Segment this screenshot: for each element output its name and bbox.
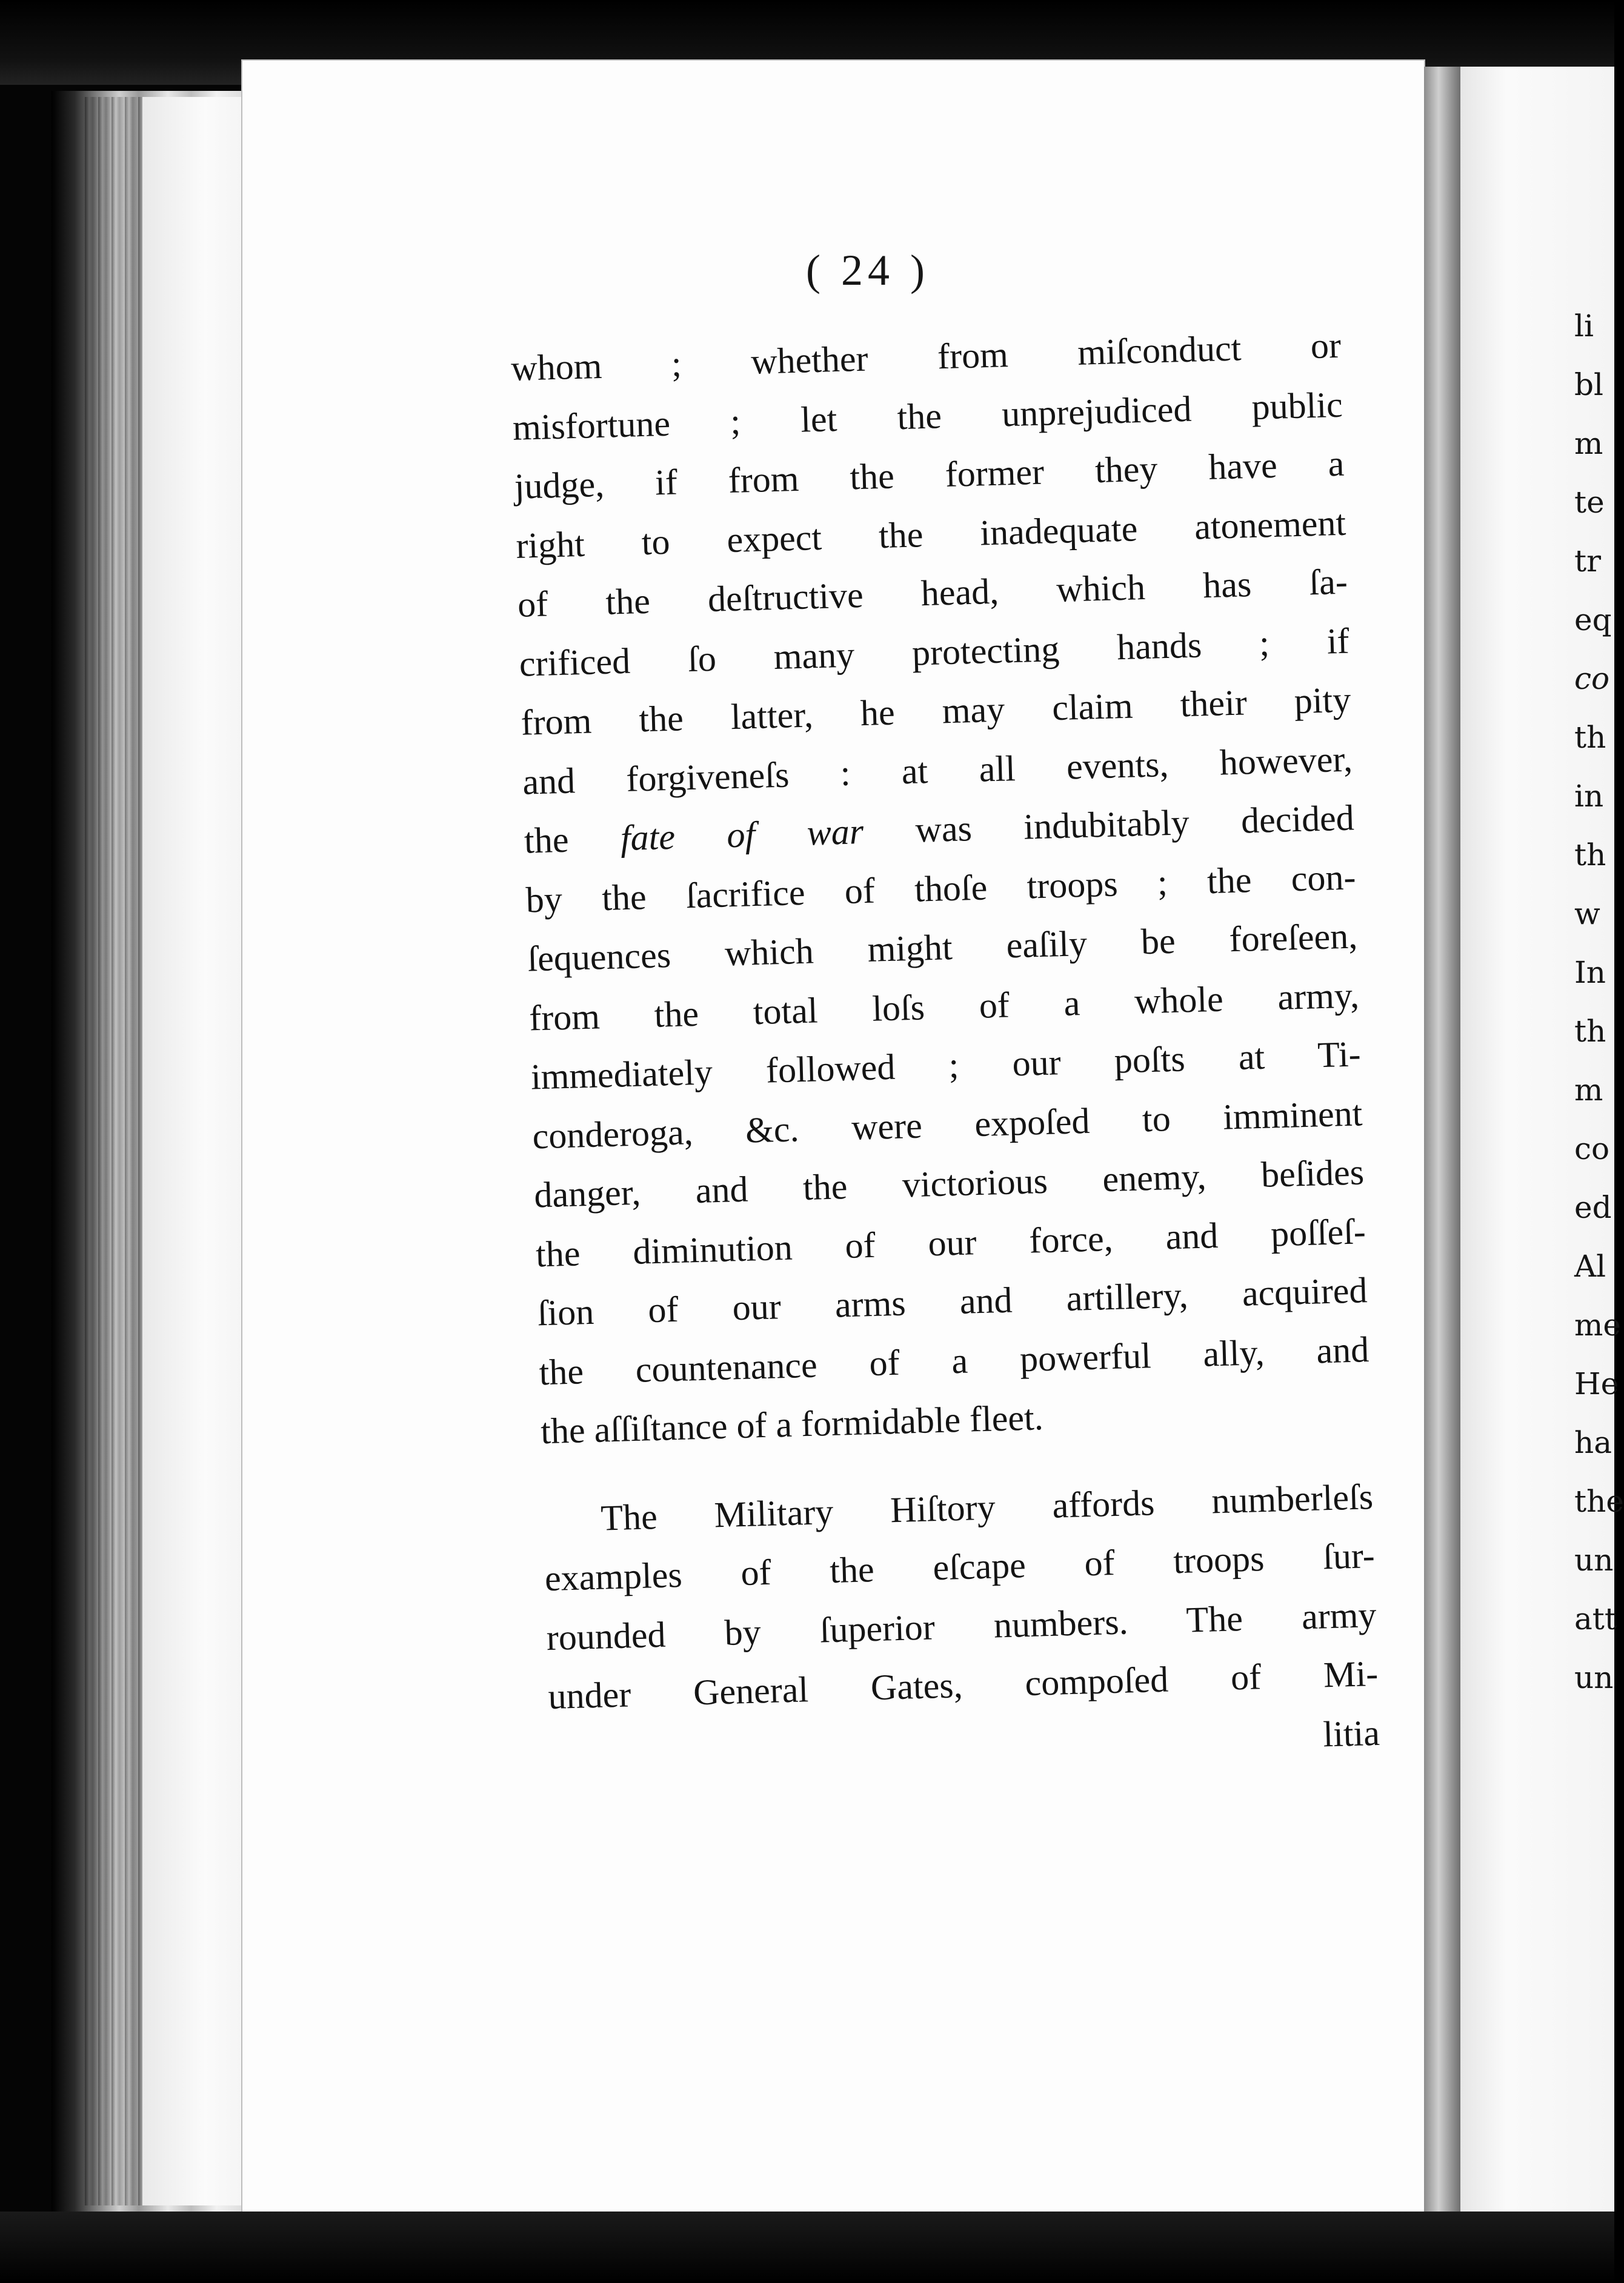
text-line: by the ſacrifice of thoſe troops ; the con- [525,856,1357,920]
text-line: misfortune ; let the unprejudiced public [512,384,1343,448]
facing-fragment: tr [1574,543,1601,579]
body-text [510,316,1380,1786]
facing-fragment: un [1574,1660,1614,1695]
line-prefix: the [524,819,570,861]
text-line: of the deſtructive head, which has ſa- [517,561,1348,625]
text-line: The Military Hiſtory affords numberleſs [600,1476,1374,1538]
facing-fragment: In [1574,955,1606,990]
text-line: from the total loſs of a whole army, [528,974,1360,1038]
facing-fragment: m [1574,426,1603,461]
text-line: crificed ſo many protecting hands ; if [519,620,1350,684]
italic-phrase: fate of war [620,811,864,859]
text-line: judge, if from the former they have a [513,443,1345,507]
text-line: immediately followed ; our poſts at Ti- [530,1034,1362,1097]
facing-fragment: li [1574,308,1594,344]
text-line: the countenance of a powerful ally, and [538,1329,1370,1392]
text-line: conderoga, &c. were expoſed to imminent [531,1092,1363,1156]
text-line: and forgiveneſs : at all events, however, [522,738,1353,802]
facing-fragment: me [1574,1308,1622,1343]
facing-fragment: in [1574,779,1604,814]
facing-fragment: eq [1574,602,1612,637]
text-line: ſequences which might eaſily be foreſeen, [527,916,1358,979]
facing-fragment: th [1574,837,1606,872]
text-line: under General Gates, compoſed of Mi- [547,1653,1379,1717]
facing-fragment: Al [1574,1249,1606,1284]
facing-fragment: un [1574,1543,1614,1578]
text-line: ſion of our arms and artillery, acquired [536,1270,1368,1334]
facing-fragment: ed [1574,1190,1612,1225]
facing-fragment: m [1574,1072,1603,1108]
facing-fragment: co [1574,1131,1610,1166]
text-line: examples of the eſcape of troops ſur- [544,1535,1376,1599]
page-number: ( 24 ) [806,246,930,294]
facing-fragment: He [1574,1366,1619,1401]
text-line: rounded by ſuperior numbers. The army [545,1594,1377,1658]
line-remainder: was indubitably decided [914,797,1355,850]
facing-page-text [1574,297,1624,1707]
facing-fragment: co [1574,661,1610,696]
facing-fragment: th [1574,720,1606,755]
text-line: right to expect the inadequate atonement [515,502,1346,566]
facing-fragment: te [1574,485,1605,520]
catchword: litia [1322,1712,1380,1754]
text-line: the aſſiſtance of a formidable fleet. [540,1397,1044,1452]
text-line: the diminution of our force, and poſſeſ- [535,1211,1366,1274]
gutter-shadow [1424,67,1460,2212]
facing-fragment: bl [1574,367,1603,402]
text-line: danger, and the victorious enemy, beſides [533,1152,1365,1215]
text-line: whom ; whether from miſconduct or [510,325,1342,388]
facing-fragment: the [1574,1484,1624,1519]
facing-fragment: th [1574,1014,1606,1049]
scanner-bed-bottom [0,2212,1614,2283]
facing-fragment: ha [1574,1425,1612,1460]
text-line: from the latter, he may claim their pity [520,679,1352,743]
facing-fragment: att [1574,1601,1617,1637]
facing-fragment: w [1574,896,1600,931]
